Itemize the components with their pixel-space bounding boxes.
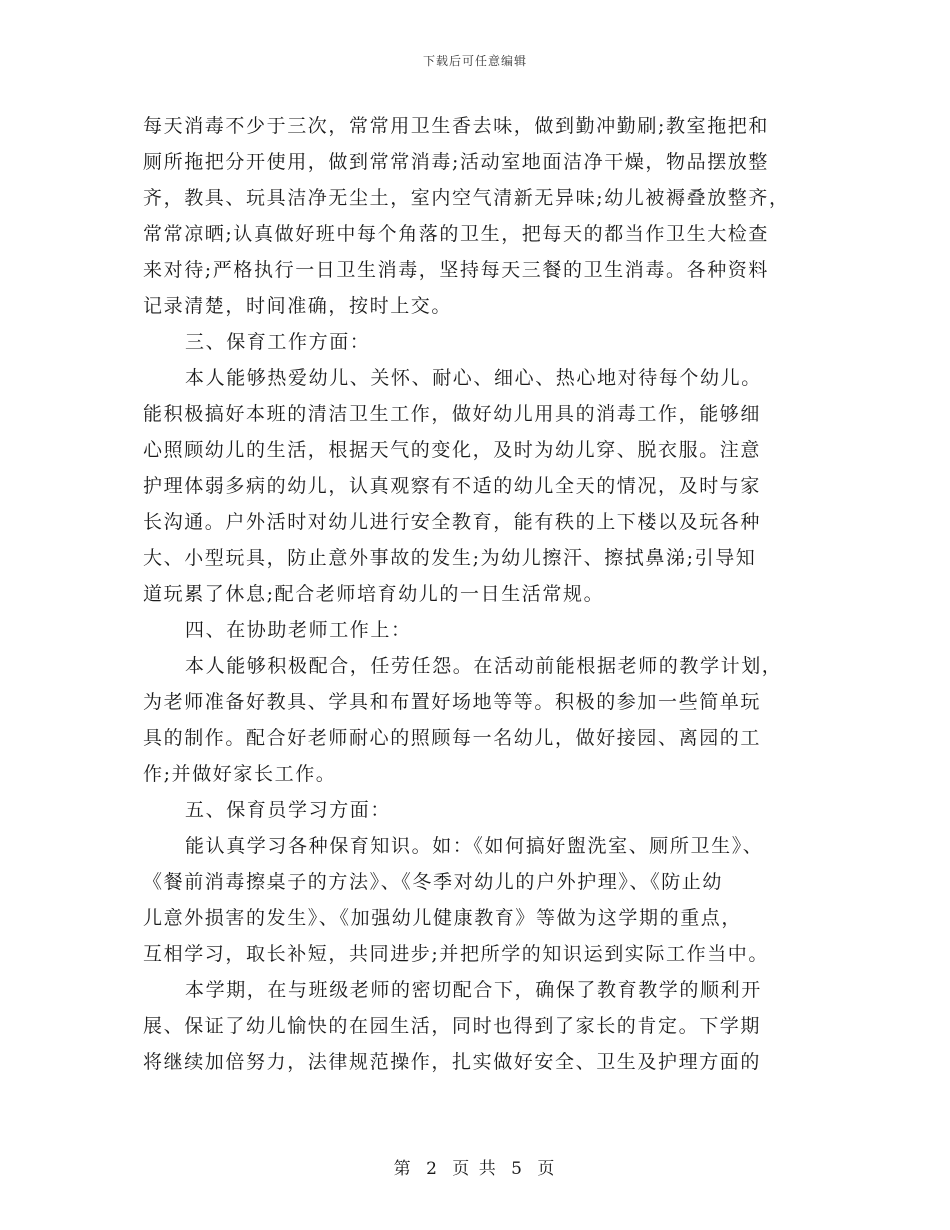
paragraph-line: 护理体弱多病的幼儿，认真观察有不适的幼儿全天的情况，及时与家 <box>143 475 762 497</box>
paragraph-line: 展、保证了幼儿愉快的在园生活，同时也得到了家长的肯定。下学期 <box>143 1015 762 1037</box>
paragraph-line: 本人能够热爱幼儿、关怀、耐心、细心、热心地对待每个幼儿。 <box>185 367 762 389</box>
paragraph-line: 心照顾幼儿的生活，根据天气的变化，及时为幼儿穿、脱衣服。注意 <box>143 439 762 461</box>
paragraph-line: 每天消毒不少于三次，常常用卫生香去味，做到勤冲勤刷;教室拖把和 <box>143 115 770 137</box>
paragraph-line: 能积极搞好本班的清洁卫生工作，做好幼儿用具的消毒工作，能够细 <box>143 403 762 425</box>
paragraph-line: 将继续加倍努力，法律规范操作，扎实做好安全、卫生及护理方面的 <box>143 1051 762 1073</box>
footer-current-page: 2 <box>426 1159 439 1179</box>
paragraph-line: 道玩累了休息;配合老师培育幼儿的一日生活常规。 <box>143 583 605 605</box>
paragraph-line: 为老师准备好教具、学具和布置好场地等等。积极的参加一些简单玩 <box>143 691 762 713</box>
paragraph-line: 长沟通。户外活时对幼儿进行安全教育，能有秩的上下楼以及玩各种 <box>143 511 762 533</box>
footer-prefix: 第 <box>393 1159 413 1179</box>
paragraph-line: 能认真学习各种保育知识。如：《如何搞好盥洗室、厕所卫生》、 <box>185 835 764 857</box>
paragraph-line: 作;并做好家长工作。 <box>143 763 337 785</box>
footer-middle: 页 共 <box>452 1159 498 1179</box>
footer-total-pages: 5 <box>511 1159 524 1179</box>
paragraph-line: 具的制作。配合好老师耐心的照顾每一名幼儿，做好接园、离园的工 <box>143 727 762 749</box>
paragraph-line: 本学期，在与班级老师的密切配合下，确保了教育教学的顺利开 <box>185 979 762 1001</box>
page-footer <box>0 1154 950 1179</box>
page-header: 下载后可任意编辑 <box>422 54 527 68</box>
paragraph-line: 厕所拖把分开使用，做到常常消毒;活动室地面洁净干燥，物品摆放整 <box>143 151 770 173</box>
section-heading: 五、保育员学习方面： <box>185 799 392 821</box>
document-body <box>143 108 815 1080</box>
paragraph-line: 《餐前消毒擦桌子的方法》、《冬季对幼儿的户外护理》、《防止幼 <box>143 871 724 893</box>
paragraph-line: 儿意外损害的发生》、《加强幼儿健康教育》等做为这学期的重点， <box>143 907 743 929</box>
paragraph-line: 大、小型玩具，防止意外事故的发生;为幼儿擦汗、擦拭鼻涕;引导知 <box>143 547 757 569</box>
footer-suffix: 页 <box>537 1159 557 1179</box>
paragraph-line: 来对待;严格执行一日卫生消毒，坚持每天三餐的卫生消毒。各种资料 <box>143 259 770 281</box>
paragraph-line: 齐，教具、玩具洁净无尘土，室内空气清新无异味;幼儿被褥叠放整齐， <box>143 187 790 209</box>
paragraph-line: 本人能够积极配合，任劳任怨。在活动前能根据老师的教学计划， <box>185 655 783 677</box>
paragraph-line: 常常凉晒;认真做好班中每个角落的卫生，把每天的都当作卫生大检查 <box>143 223 770 245</box>
section-heading: 四、在协助老师工作上： <box>185 619 412 641</box>
paragraph-line: 互相学习，取长补短，共同进步;并把所学的知识运到实际工作当中。 <box>143 943 770 965</box>
paragraph-line: 记录清楚，时间准确，按时上交。 <box>143 295 453 317</box>
section-heading: 三、保育工作方面： <box>185 331 371 353</box>
